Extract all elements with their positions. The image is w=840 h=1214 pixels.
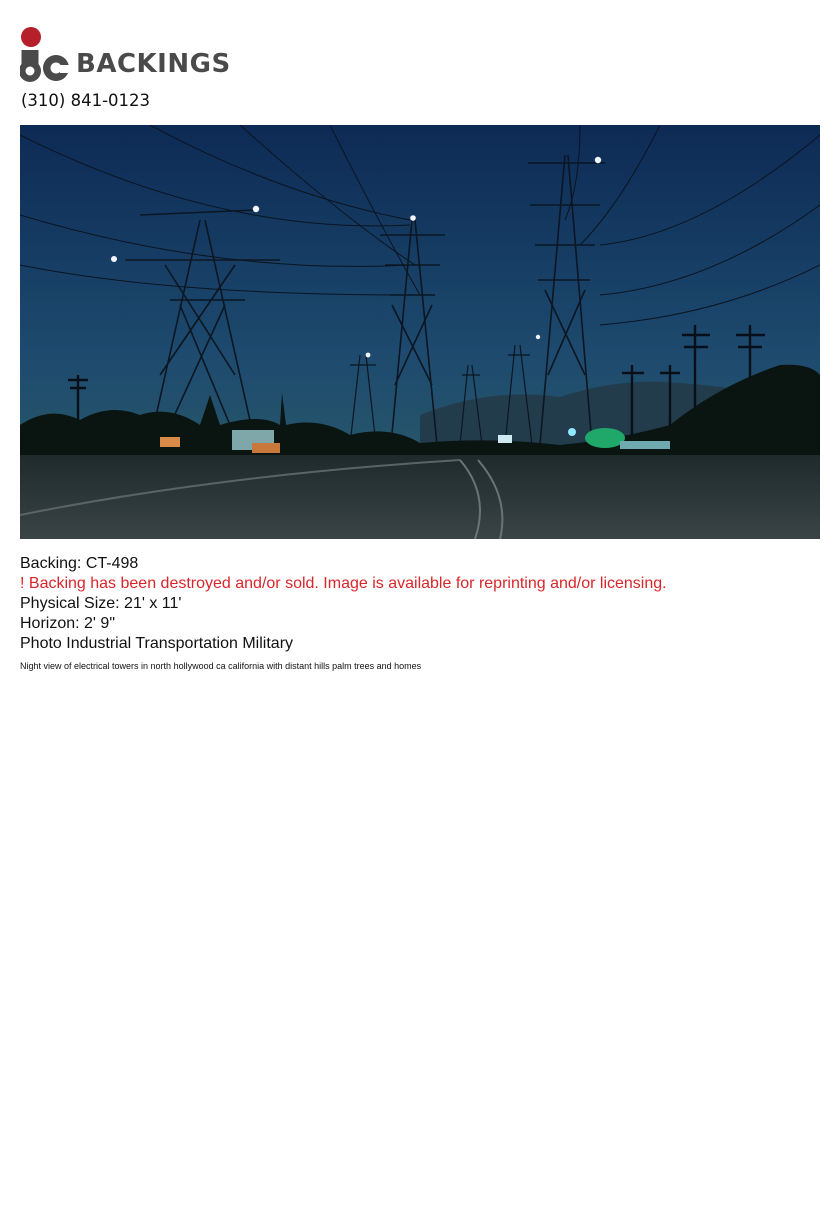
categories: Photo Industrial Transportation Military: [20, 635, 294, 652]
status-warning: ! Backing has been destroyed and/or sold. Image is available for reprinting and/or licensing.: [20, 575, 667, 592]
horizon: Horizon: 2' 9": [20, 615, 115, 632]
phone-number[interactable]: (310) 841-0123: [21, 91, 151, 110]
jc-backings-logo[interactable]: [20, 26, 230, 86]
description: Night view of electrical towers in north hollywood ca california with distant hills palm trees and homes: [20, 661, 422, 671]
brand-name: BACKINGS: [76, 49, 231, 79]
site-header: [20, 26, 240, 118]
backing-photo: [20, 125, 820, 539]
power-towers-night-image: [20, 125, 820, 539]
jc-logo-mark-icon: [20, 26, 76, 84]
physical-size: Physical Size: 21' x 11': [20, 595, 182, 612]
backing-details: [20, 554, 820, 672]
backing-id: Backing: CT-498: [20, 555, 139, 572]
